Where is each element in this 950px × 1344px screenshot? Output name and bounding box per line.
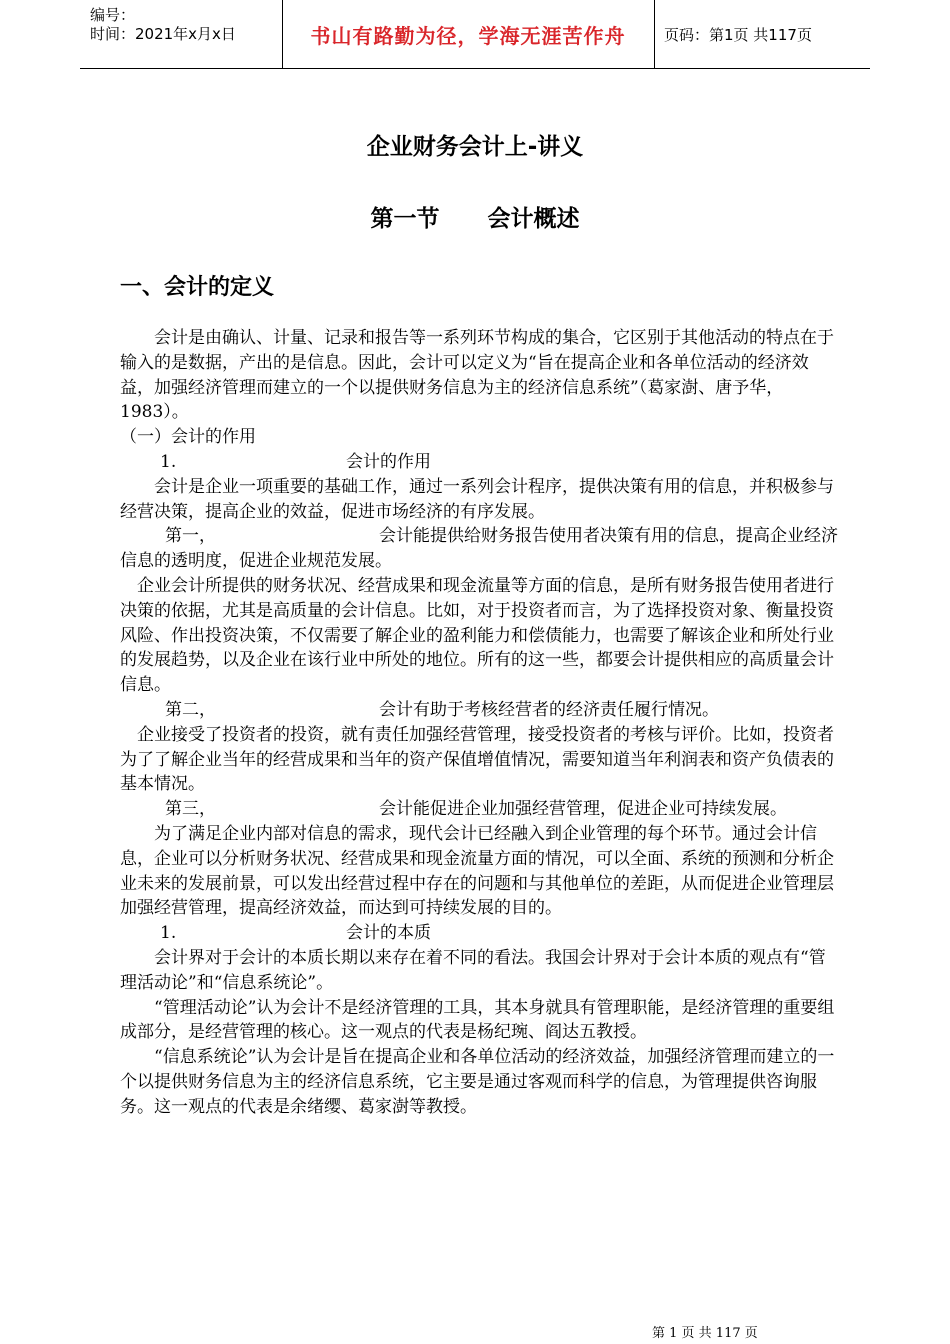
item-number: 1. bbox=[160, 923, 177, 944]
header-motto: 书山有路勤为径，学海无涯苦作舟 bbox=[310, 24, 626, 48]
paragraph-first-detail: 企业会计所提供的财务状况、经营成果和现金流量等方面的信息，是所有财务报告使用者进行决策的依据，尤其是高质量的会计信息。比如，对于投资者而言，为了选择投资对象、衡量投资风险、作出投资决策，不仅需要了解企业的盈利能力和偿债能力，也需要了解该企业和所处行业的发展趋势，以及企业在该行业中所处的地位。所有的这一些，都要会计提供相应的高质量会计信息。 bbox=[120, 575, 834, 696]
header-divider-right bbox=[654, 0, 655, 68]
item-number: 1. bbox=[160, 451, 177, 472]
paragraph-second-detail: 企业接受了投资者的投资，就有责任加强经营管理，接受投资者的考核与评价。比如，投资者为了了解企业当年的经营成果和当年的资产保值增值情况，需要知道当年利润表和资产负债表的基本情况。 bbox=[120, 724, 834, 795]
section-name: 会计概述 bbox=[487, 206, 580, 232]
paragraph-first-point bbox=[120, 524, 840, 574]
section-number: 第一节 bbox=[370, 206, 440, 232]
paragraph-second-point bbox=[120, 698, 840, 723]
item-role-heading bbox=[120, 450, 840, 475]
document-time: 时间：2021年x月x日 bbox=[90, 25, 236, 43]
page-footer: 第 1 页 共 117 页 bbox=[652, 1326, 758, 1341]
paragraph-management-theory: “管理活动论”认为会计不是经济管理的工具，其本身就具有管理职能，是经济管理的重要组成部分，是经营管理的核心。这一观点的代表是杨纪琬、阎达五教授。 bbox=[120, 997, 835, 1043]
item-nature-heading bbox=[120, 921, 840, 946]
paragraph-information-theory: “信息系统论”认为会计是旨在提高企业和各单位活动的经济效益，加强经济管理而建立的一个以提供财务信息为主的经济信息系统，它主要是通过客观而科学的信息，为管理提供咨询服务。这一观点的代表是余绪缨、葛家澍等教授。 bbox=[120, 1047, 835, 1117]
third-text: 会计能促进企业加强经营管理，促进企业可持续发展。 bbox=[379, 799, 787, 820]
header-page-count: 页码：第1页 共117页 bbox=[664, 26, 812, 44]
paragraph-role-intro: 会计是企业一项重要的基础工作，通过一系列会计程序，提供决策有用的信息，并积极参与经营决策，提高企业的效益，促进市场经济的有序发展。 bbox=[120, 476, 834, 522]
item-title: 会计的作用 bbox=[346, 451, 431, 472]
item-title: 会计的本质 bbox=[346, 923, 431, 944]
paragraph-third-point bbox=[120, 797, 840, 822]
document-body bbox=[120, 326, 840, 1120]
second-label: 第二， bbox=[165, 699, 216, 720]
heading-definition: 一、会计的定义 bbox=[120, 275, 275, 300]
document-number-label: 编号： bbox=[90, 6, 136, 24]
paragraph-nature-intro: 会计界对于会计的本质长期以来存在着不同的看法。我国会计界对于会计本质的观点有“管理活动论”和“信息系统论”。 bbox=[120, 947, 826, 993]
header-meta bbox=[90, 6, 236, 44]
first-text: 会计能提供给财务报告使用者决策有用的信息，提高企业经济信息的透明度，促进企业规范发展。 bbox=[120, 526, 838, 572]
second-text: 会计有助于考核经营者的经济责任履行情况。 bbox=[379, 699, 719, 720]
paragraph-definition: 会计是由确认、计量、记录和报告等一系列环节构成的集合，它区别于其他活动的特点在于输入的是数据，产出的是信息。因此，会计可以定义为“旨在提高企业和各单位活动的经济效益，加强经济管理而建立的一个以提供财务信息为主的经济信息系统”（葛家澍、唐予华，1983）。 bbox=[120, 328, 834, 423]
section-title bbox=[0, 200, 950, 233]
page-header bbox=[80, 0, 870, 69]
first-label: 第一， bbox=[165, 526, 216, 547]
third-label: 第三， bbox=[165, 799, 216, 820]
subheading-role: （一）会计的作用 bbox=[120, 427, 256, 448]
document-title: 企业财务会计上-讲义 bbox=[366, 134, 584, 160]
paragraph-third-detail: 为了满足企业内部对信息的需求，现代会计已经融入到企业管理的每个环节。通过会计信息，企业可以分析财务状况、经营成果和现金流量方面的情况，可以全面、系统的预测和分析企业未来的发展前景，可以发出经营过程中存在的问题和与其他单位的差距，从而促进企业管理层加强经营管理，提高经济效益，而达到可持续发展的目的。 bbox=[120, 823, 834, 919]
